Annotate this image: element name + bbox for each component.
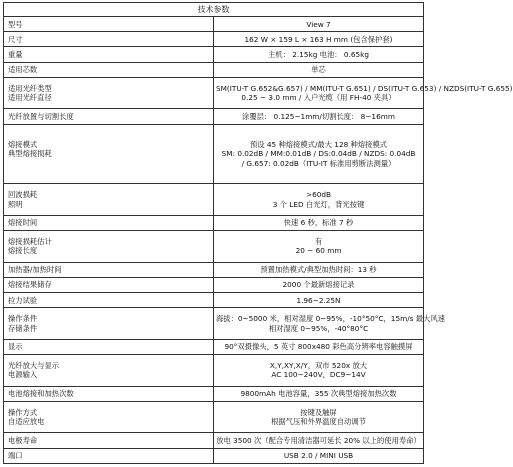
row-value-line: 海拔：0~5000 米，相对湿度 0~95%，-10°50°C，15m/s 最大风速 <box>216 313 445 323</box>
row-value: 涂覆层： 0.125~1mm/切割长度： 8~16mm <box>214 109 424 124</box>
row-label: 适用芯数 <box>4 62 214 77</box>
row-label: 显示 <box>4 339 214 354</box>
table-row <box>4 109 424 124</box>
table-row <box>4 77 424 109</box>
row-value-line: 有 <box>314 236 323 246</box>
row-label <box>4 401 214 433</box>
row-label: 光纤放置与切割长度 <box>4 109 214 124</box>
row-value <box>214 231 424 263</box>
row-label-line: 典型熔接损耗 <box>8 149 52 159</box>
row-label: 重量 <box>4 47 214 62</box>
table-row <box>4 17 424 32</box>
row-value: 2000 个最新熔接记录 <box>214 277 424 292</box>
row-label: 端口 <box>4 448 214 463</box>
row-value-line: 3 个 LED 白光灯，背光按键 <box>272 199 365 209</box>
table-row <box>4 386 424 401</box>
row-label-line: 操作条件 <box>8 313 38 323</box>
row-value <box>214 401 424 433</box>
row-value-line: 预设 45 种熔接模式/最大 128 种熔接模式 <box>249 139 388 149</box>
row-value-line: 根据气压和外界温度自动调节 <box>271 417 366 427</box>
row-label-line: 存储条件 <box>8 323 38 333</box>
row-value <box>214 124 424 184</box>
row-value-line: SM(ITU-T G.652&G.657) / MM(ITU-T G.651) / DS(ITU-T G.653) / NZDS(ITU-T G.655) <box>216 83 513 93</box>
row-value-line: 相对湿度 0~95%，-40°80°C <box>268 323 369 333</box>
row-label <box>4 355 214 387</box>
row-value-line: 0.25 ~ 3.0 mm / 入户光缆（用 FH-40 夹具） <box>241 93 396 103</box>
row-label-line: 适用光纤类型 <box>8 83 52 93</box>
row-label <box>4 184 214 216</box>
table-row <box>4 401 424 433</box>
row-value: 90°双摄像头，5 英寸 800x480 彩色高分辨率电容触摸屏 <box>214 339 424 354</box>
row-value-line: / G.657: 0.02dB（ITU-IT 标准用剪断法测量） <box>241 158 396 168</box>
row-value <box>214 77 513 109</box>
row-label: 尺寸 <box>4 32 214 47</box>
table-row <box>4 355 424 387</box>
row-value-line: SM: 0.02dB / MM:0.01dB / DS:0.04dB / NZDS: 0.04dB <box>221 149 416 159</box>
row-value: USB 2.0 / MINI USB <box>214 448 424 463</box>
row-label <box>4 308 214 340</box>
table-row <box>4 293 424 308</box>
row-value-line: AC 100~240V，DC9~14V <box>271 370 366 380</box>
row-label: 电池熔接和加热次数 <box>4 386 214 401</box>
table-row <box>4 184 424 216</box>
row-value: 预置加热模式/典型加热时间：13 秒 <box>214 262 424 277</box>
row-value <box>214 184 424 216</box>
table-row <box>4 215 424 230</box>
row-label: 加热器/加热时间 <box>4 262 214 277</box>
row-value-line: >60dB <box>305 189 332 199</box>
table-row <box>4 308 424 340</box>
row-label: 电极寿命 <box>4 433 214 448</box>
row-label-line: 操作方式 <box>8 407 38 417</box>
row-label-line: 熔接损耗估计 <box>8 236 52 246</box>
row-label: 拉力试验 <box>4 293 214 308</box>
spec-table-wrapper <box>3 2 513 464</box>
table-row <box>4 231 424 263</box>
row-label: 熔接时间 <box>4 215 214 230</box>
row-value <box>214 355 424 387</box>
row-value: 1.96~2.25N <box>214 293 424 308</box>
row-value <box>214 308 445 340</box>
table-row <box>4 262 424 277</box>
table-row <box>4 277 424 292</box>
table-row <box>4 124 424 184</box>
row-label-line: 光纤放大与显示 <box>8 360 60 370</box>
row-label-line: 熔接长度 <box>8 246 38 256</box>
row-value-line: 20 ~ 60 mm <box>295 246 342 256</box>
row-label-line: 回波损耗 <box>8 189 38 199</box>
row-label-line: 自适应放电 <box>8 417 45 427</box>
row-label-line: 照明 <box>8 199 23 209</box>
row-value-line: 按键及触屏 <box>300 407 337 417</box>
spec-table <box>3 2 513 464</box>
row-value: 主机： 2.15kg 电池： 0.65kg <box>214 47 424 62</box>
table-row <box>4 47 424 62</box>
table-row <box>4 32 424 47</box>
row-label <box>4 231 214 263</box>
table-row <box>4 433 424 448</box>
row-value: View 7 <box>214 17 424 32</box>
row-value: 放电 3500 次（配合专用清洁器可延长 20% 以上的使用寿命） <box>214 433 424 448</box>
row-label: 熔接结果储存 <box>4 277 214 292</box>
row-label <box>4 124 214 184</box>
row-label-line: 适用光纤直径 <box>8 93 52 103</box>
row-value-line: X,Y,XY,X/Y，双市 520x 放大 <box>269 360 368 370</box>
row-value: 快速 6 秒，标准 7 秒 <box>214 215 424 230</box>
row-value: 9800mAh 电池容量，355 次典型熔接加热次数 <box>214 386 424 401</box>
row-value: 162 W × 159 L × 163 H mm (包含保护套) <box>214 32 424 47</box>
table-row <box>4 62 424 77</box>
table-row <box>4 448 424 463</box>
row-value: 单芯 <box>214 62 424 77</box>
row-label-line: 熔接模式 <box>8 139 38 149</box>
row-label-line: 电源输入 <box>8 370 38 380</box>
table-title: 技术参数 <box>4 3 424 17</box>
row-label <box>4 77 214 109</box>
table-row <box>4 339 424 354</box>
row-label: 型号 <box>4 17 214 32</box>
